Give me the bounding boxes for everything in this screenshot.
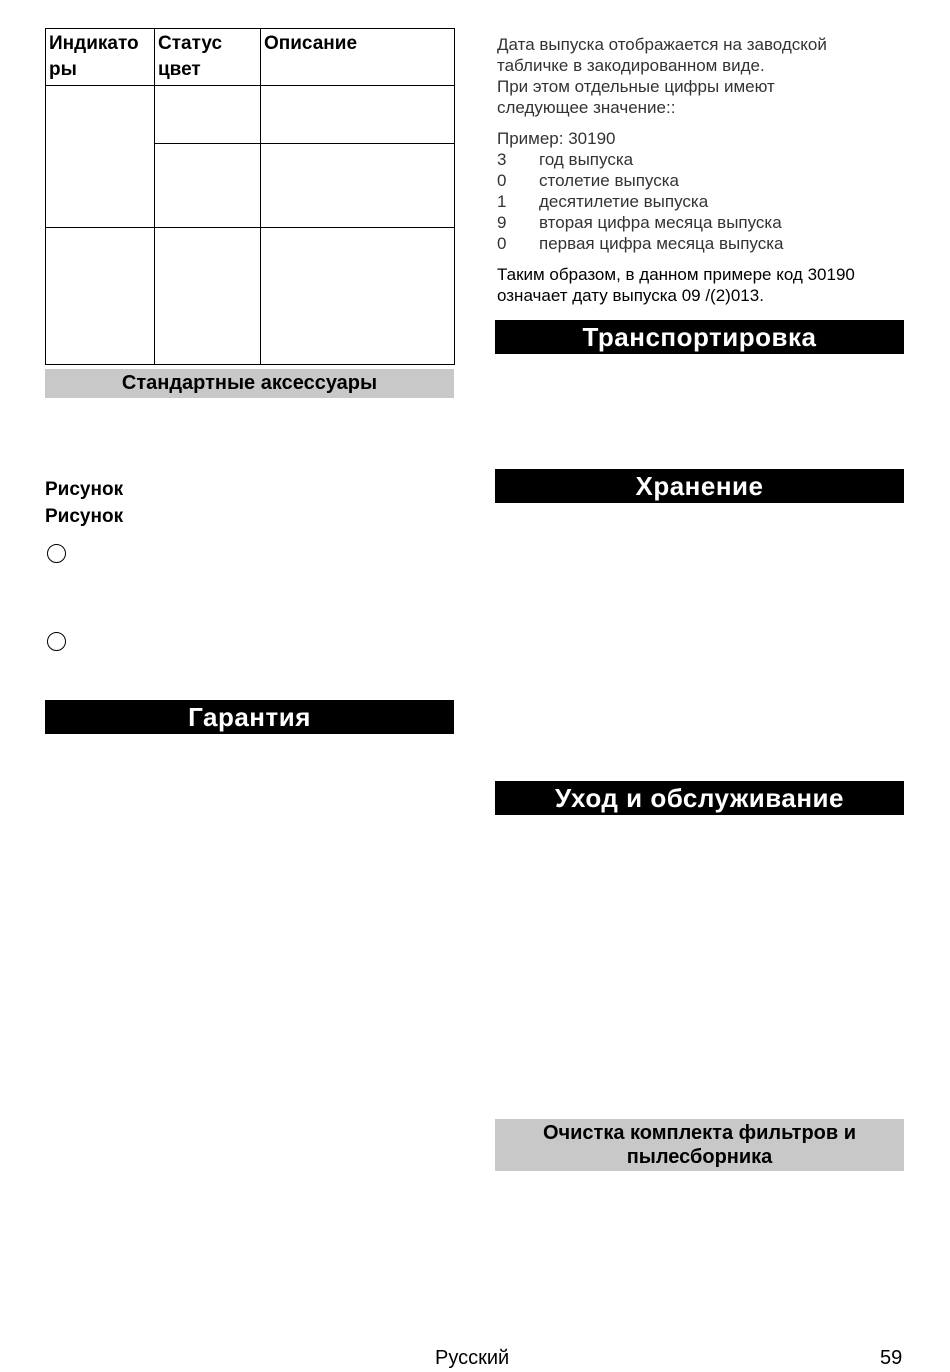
code-digit: 3: [497, 150, 507, 169]
date-code-example: Пример: 30190: [497, 129, 616, 148]
code-meaning: год выпуска: [539, 150, 634, 169]
section-heading-warranty: Гарантия: [45, 700, 454, 734]
list-item: [497, 233, 783, 254]
table-cell: [261, 144, 455, 228]
code-meaning: первая цифра месяца выпуска: [539, 234, 784, 253]
figure-label: Рисунок: [45, 479, 124, 500]
footer-language: Русский: [435, 1347, 510, 1369]
code-meaning: столетие выпуска: [539, 171, 679, 190]
code-meaning: десятилетие выпуска: [539, 192, 709, 211]
section-heading-storage: Хранение: [495, 469, 904, 503]
table-row: [46, 86, 455, 144]
table-header-indicators: Индикато ры: [46, 29, 155, 86]
figure-label: Рисунок: [45, 506, 124, 527]
list-item: [497, 212, 782, 233]
intro-line: табличке в закодированном виде.: [497, 56, 765, 75]
page-number: 59: [880, 1347, 903, 1369]
table-cell: [155, 86, 261, 144]
summary-line: означает дату выпуска 09 /(2)013.: [497, 286, 764, 305]
date-code-intro: [497, 34, 917, 118]
list-item: [497, 149, 633, 170]
table-header-row: [46, 29, 455, 86]
table-header-status-color: Статус цвет: [155, 29, 261, 86]
intro-line: Дата выпуска отображается на заводской: [497, 35, 827, 54]
bullet-circle-icon: [47, 544, 66, 563]
table-cell: [46, 86, 155, 228]
code-digit: 9: [497, 213, 507, 232]
date-code-summary: [497, 264, 917, 306]
table-cell: [261, 228, 455, 365]
code-digit: 0: [497, 234, 507, 253]
bullet-circle-icon: [47, 632, 66, 651]
table-cell: [46, 228, 155, 365]
table-cell: [155, 144, 261, 228]
indicator-table: [45, 28, 455, 365]
table-cell: [155, 228, 261, 365]
heading-line: Очистка комплекта фильтров и: [542, 1122, 857, 1144]
intro-line: При этом отдельные цифры имеют: [497, 77, 775, 96]
intro-line: следующее значение::: [497, 98, 676, 117]
code-meaning: вторая цифра месяца выпуска: [539, 213, 782, 232]
code-digit: 0: [497, 171, 507, 190]
table-cell: [261, 86, 455, 144]
summary-line: Таким образом, в данном примере код 30190: [497, 265, 855, 284]
section-heading-filter-cleaning: [495, 1119, 904, 1171]
section-heading-transport: Транспортировка: [495, 320, 904, 354]
table-row: [46, 228, 455, 365]
section-heading-care: Уход и обслуживание: [495, 781, 904, 815]
table-header-description: Описание: [261, 29, 455, 86]
section-heading-accessories: Стандартные аксессуары: [45, 369, 454, 398]
list-item: [497, 170, 679, 191]
code-digit: 1: [497, 192, 507, 211]
list-item: [497, 191, 708, 212]
heading-line: пылесборника: [626, 1146, 773, 1168]
